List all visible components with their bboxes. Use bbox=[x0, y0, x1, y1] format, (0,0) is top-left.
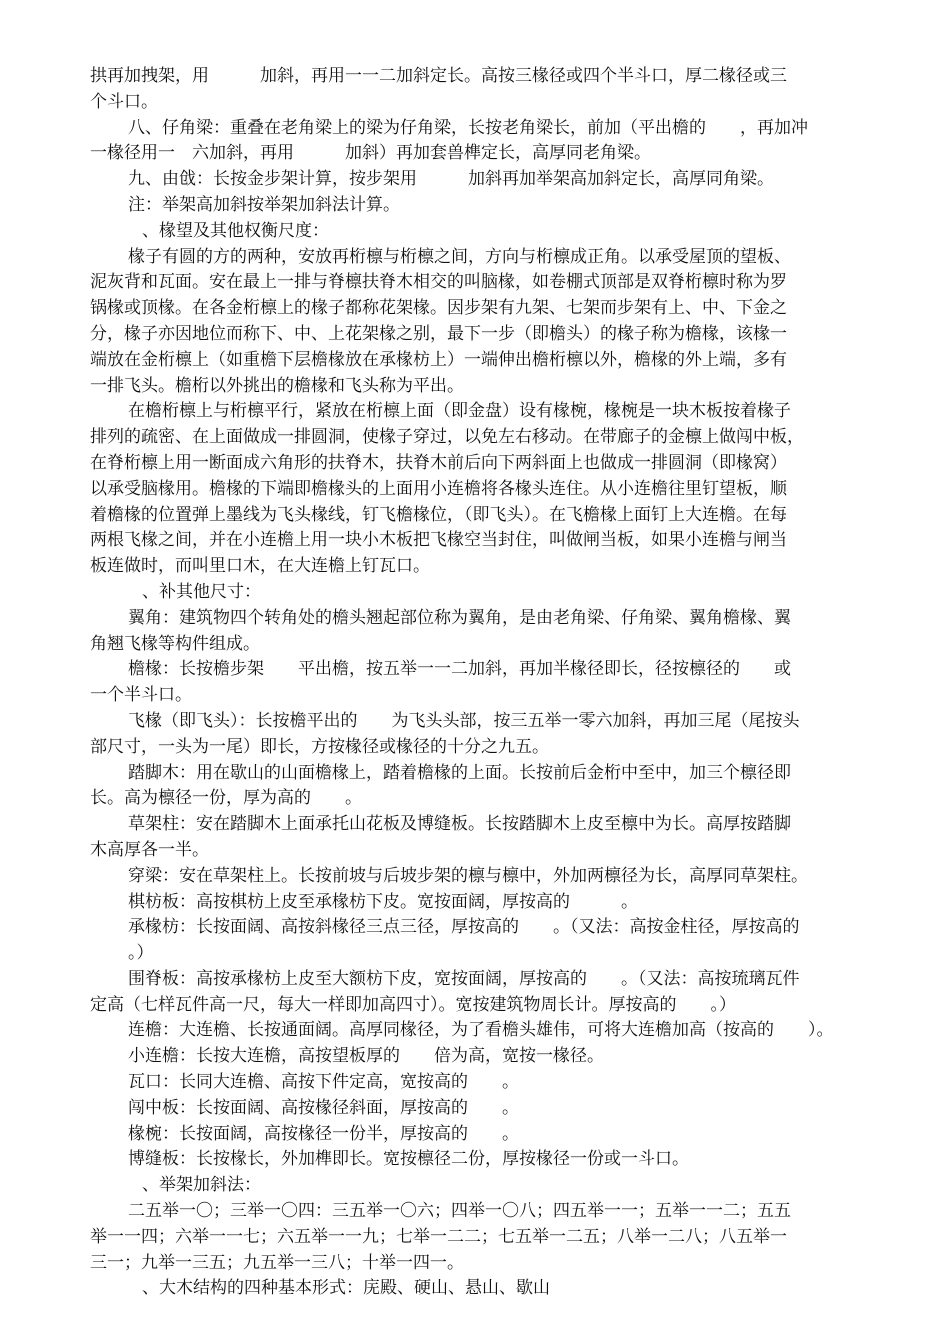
text-line: 以承受脑椽用。檐椽的下端即檐椽头的上面用小连檐将各椽头连住。从小连檐往里钉望板，顺 bbox=[90, 478, 787, 499]
text-line: 排列的疏密、在上面做成一排圆洞，使椽子穿过，以免左右移动。在带廊子的金檩上做闯中板， bbox=[90, 427, 804, 448]
text-line: 。） bbox=[128, 943, 154, 964]
text-line: 长。高为檩径一份，厚为高的 。 bbox=[90, 788, 362, 809]
text-line: 檐椽：长按檐步架 平出檐，按五举一一二加斜，再加半椽径即长，径按檩径的 或 bbox=[128, 659, 791, 680]
text-line: 围脊板：高按承椽枋上皮至大额枋下皮，宽按面阔，厚按高的 。（又法：高按琉璃瓦件 bbox=[128, 968, 800, 989]
text-line: 八、仔角梁：重叠在老角梁上的梁为仔角梁，长按老角梁长，前加（平出檐的 ，再加冲 bbox=[128, 117, 808, 138]
text-line: 闯中板：长按面阔、高按椽径斜面，厚按高的 。 bbox=[128, 1097, 519, 1118]
text-line: 锅椽或顶椽。在各金桁檩上的椽子都称花架椽。因步架有九架、七架而步架有上、中、下金之 bbox=[90, 298, 787, 319]
text-line: 飞椽（即飞头）：长按檐平出的 为飞头头部，按三五举一零六加斜，再加三尾（尾按头 bbox=[128, 710, 800, 731]
text-line: 小连檐：长按大连檐，高按望板厚的 倍为高，宽按一椽径。 bbox=[128, 1046, 604, 1067]
text-line: 穿梁：安在草架柱上。长按前坡与后坡步架的檩与檩中，外加两檩径为长，高厚同草架柱。 bbox=[128, 865, 808, 886]
text-line: 木高厚各一半。 bbox=[90, 839, 209, 860]
text-line: 注：举架高加斜按举架加斜法计算。 bbox=[128, 194, 400, 215]
text-line: 承椽枋：长按面阔、高按斜椽径三点三径，厚按高的 。（又法：高按金柱径，厚按高的 bbox=[128, 917, 800, 938]
text-line: 角翘飞椽等构件组成。 bbox=[90, 633, 260, 654]
text-line: 椽子有圆的方的两种，安放再桁檩与桁檩之间，方向与桁檩成正角。以承受屋顶的望板、 bbox=[128, 246, 791, 267]
text-line: 一个半斗口。 bbox=[90, 685, 192, 706]
text-line: 一椽径用一 六加斜，再用 加斜）再加套兽榫定长，高厚同老角梁。 bbox=[90, 143, 651, 164]
text-line: 九、由戗：长按金步架计算，按步架用 加斜再加举架高加斜定长，高厚同角梁。 bbox=[128, 169, 774, 190]
text-line: 端放在金桁檩上（如重檐下层檐椽放在承椽枋上）一端伸出檐桁檩以外，檐椽的外上端，多有 bbox=[90, 349, 787, 370]
text-line: 在檐桁檩上与桁檩平行，紧放在桁檩上面（即金盘）设有椽椀，椽椀是一块木板按着椽子 bbox=[128, 401, 791, 422]
text-line: 部尺寸，一头为一尾）即长，方按椽径或椽径的十分之九五。 bbox=[90, 736, 549, 757]
text-line: 定高（七样瓦件高一尺，每大一样即加高四寸）。宽按建筑物周长计。厚按高的 。） bbox=[90, 994, 736, 1015]
section-heading: 、大木结构的四种基本形式：庑殿、硬山、悬山、歇山 bbox=[142, 1278, 550, 1299]
text-line: 拱再加拽架，用 加斜，再用一一二加斜定长。高按三椽径或四个半斗口，厚二椽径或三 bbox=[90, 66, 787, 86]
text-line: 举一一四；六举一一七；六五举一一九；七举一二二；七五举一二五；八举一二八；八五举一 bbox=[90, 1226, 787, 1247]
text-line: 椽椀：长按面阔，高按椽径一份半，厚按高的 。 bbox=[128, 1123, 519, 1144]
text-line: 分，椽子亦因地位而称下、中、上花架椽之别，最下一步（即檐头）的椽子称为檐椽，该椽一 bbox=[90, 323, 787, 344]
text-line: 个斗口。 bbox=[90, 91, 158, 112]
document-body bbox=[90, 64, 890, 1302]
text-line: 板连做时，而叫里口木，在大连檐上钉瓦口。 bbox=[90, 556, 430, 577]
text-line: 两根飞椽之间，并在小连檐上用一块小木板把飞椽空当封住，叫做闸当板，如果小连檐与闸当 bbox=[90, 530, 787, 551]
text-line: 棋枋板：高按棋枋上皮至承椽枋下皮。宽按面阔，厚按高的 。 bbox=[128, 891, 638, 912]
text-line: 着檐椽的位置弹上墨线为飞头椽线，钉飞檐椽位，（即飞头）。在飞檐椽上面钉上大连檐。在每 bbox=[90, 504, 787, 525]
section-heading: 、举架加斜法： bbox=[142, 1175, 261, 1196]
text-line: 二五举一〇；三举一〇四：三五举一〇六；四举一〇八；四五举一一；五举一一二；五五 bbox=[128, 1201, 791, 1222]
text-line: 泥灰背和瓦面。安在最上一排与脊檩扶脊木相交的叫脑椽，如卷棚式顶部是双脊桁檩时称为罗 bbox=[90, 272, 787, 293]
section-heading: 、补其他尺寸： bbox=[142, 581, 261, 602]
text-line: 三一；九举一三五；九五举一三八；十举一四一。 bbox=[90, 1252, 464, 1273]
text-line: 草架柱：安在踏脚木上面承托山花板及博缝板。长按踏脚木上皮至檩中为长。高厚按踏脚 bbox=[128, 814, 791, 835]
section-heading: 、椽望及其他权衡尺度： bbox=[142, 220, 329, 241]
text-line: 连檐：大连檐、长按通面阔。高厚同椽径，为了看檐头雄伟，可将大连檐加高（按高的 ）。 bbox=[128, 1020, 834, 1041]
text-line: 博缝板：长按椽长，外加榫即长。宽按檩径二份，厚按椽径一份或一斗口。 bbox=[128, 1149, 689, 1170]
text-line: 瓦口：长同大连檐、高按下件定高，宽按高的 。 bbox=[128, 1072, 519, 1093]
text-line: 在脊桁檩上用一断面成六角形的扶脊木，扶脊木前后向下两斜面上也做成一排圆洞（即椽窝） bbox=[90, 452, 787, 473]
text-line: 翼角：建筑物四个转角处的檐头翘起部位称为翼角，是由老角梁、仔角梁、翼角檐椽、翼 bbox=[128, 607, 791, 628]
text-line: 踏脚木：用在歇山的山面檐椽上，踏着檐椽的上面。长按前后金桁中至中，加三个檩径即 bbox=[128, 762, 791, 783]
text-line: 一排飞头。檐桁以外挑出的檐椽和飞头称为平出。 bbox=[90, 375, 464, 396]
